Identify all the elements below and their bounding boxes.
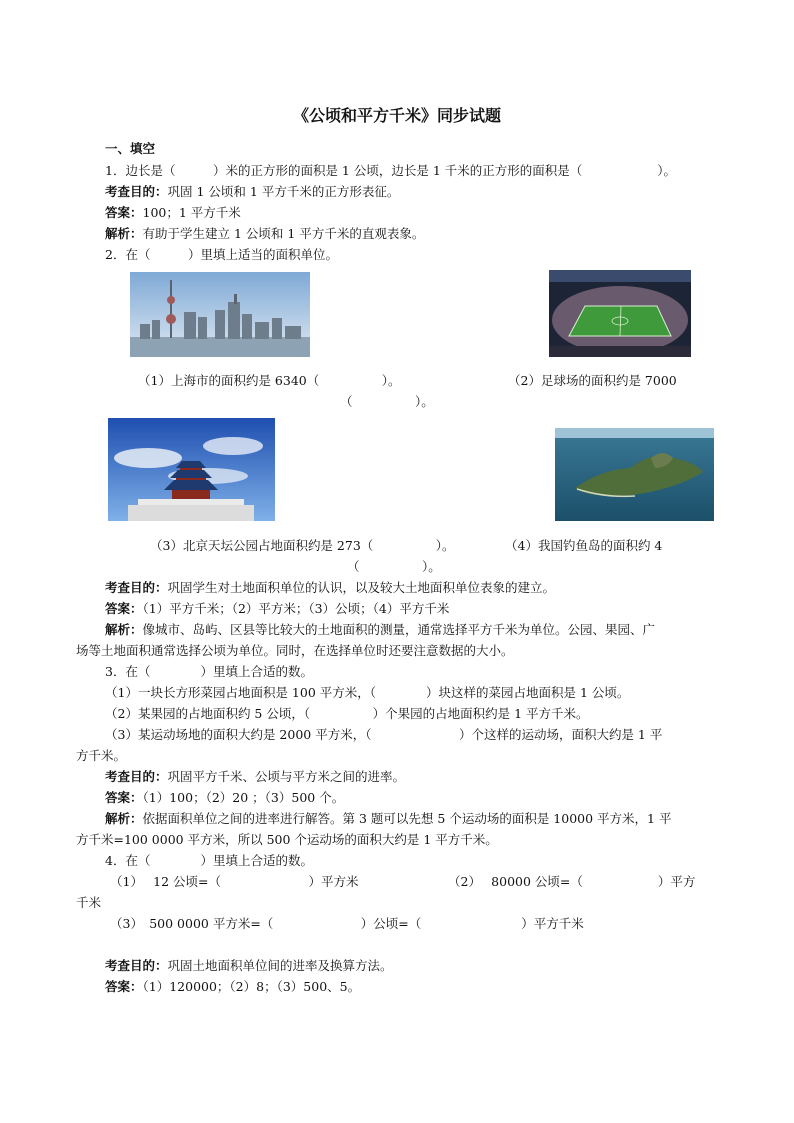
- q2-analysis: [105, 622, 655, 638]
- q1-answer: [105, 205, 241, 221]
- page-title: 《公顷和平方千米》同步试题: [292, 106, 501, 125]
- q4-aim: [105, 958, 393, 974]
- q3-aim: [105, 769, 405, 785]
- aim-text: 巩固平方千米、公顷与平方米之间的进率。: [167, 769, 406, 784]
- q4-item-2-cont: 千米: [76, 895, 102, 910]
- q1-analysis: [105, 226, 424, 242]
- answer-label: 答案：: [105, 601, 143, 616]
- diaoyu-island-photo: [555, 428, 714, 521]
- answer-text: （1）平方千米；（2）平方米；（3）公顷；（4）平方千米: [142, 601, 450, 616]
- analysis-label: 解析：: [105, 811, 143, 826]
- q2-analysis-cont: 场等土地面积通常选择公顷为单位。同时，在选择单位时还要注意数据的大小。: [76, 643, 514, 658]
- aim-label: 考查目的：: [105, 958, 168, 973]
- shanghai-skyline-photo: [130, 272, 310, 357]
- q2-item-3: （3）北京天坛公园占地面积约是 273（ ）。: [150, 538, 455, 553]
- q3-item-3: （3）某运动场地的面积大约是 2000 平方米，（ ）个这样的运动场，面积大约是 1 平: [105, 727, 663, 742]
- q1-aim: [105, 184, 399, 200]
- answer-text: （1）100；（2）20 ；（3）500 个。: [142, 790, 345, 805]
- q3-answer: [105, 790, 344, 806]
- q2-item-1: （1）上海市的面积约是 6340（ ）。: [138, 373, 401, 388]
- question-1: 1．边长是（ ）米的正方形的面积是 1 公顷，边长是 1 千米的正方形的面积是（ ）。: [105, 163, 677, 178]
- aim-label: 考查目的：: [105, 184, 168, 199]
- q4-item-2: （2） 80000 公顷=（ ）平方: [448, 874, 696, 889]
- q4-item-3: （3） 500 0000 平方米=（ ）公顷=（ ）平方千米: [110, 916, 584, 931]
- question-3: 3．在（ ）里填上合适的数。: [105, 664, 313, 679]
- temple-of-heaven-photo: [108, 418, 275, 521]
- q2-aim: [105, 580, 555, 596]
- answer-label: 答案：: [105, 790, 143, 805]
- section-heading: 一、填空: [105, 141, 156, 156]
- aim-text: 巩固学生对土地面积单位的认识，以及较大土地面积单位表象的建立。: [167, 580, 556, 595]
- analysis-label: 解析：: [105, 622, 143, 637]
- q4-answer: [105, 979, 360, 995]
- q2-item-4: （4）我国钓鱼岛的面积约 4: [505, 538, 663, 553]
- football-stadium-photo: [549, 270, 691, 357]
- analysis-text: 依据面积单位之间的进率进行解答。第 3 题可以先想 5 个运动场的面积是 10000 平方米，1 平: [142, 811, 672, 826]
- analysis-label: 解析：: [105, 226, 143, 241]
- analysis-text: 有助于学生建立 1 公顷和 1 平方千米的直观表象。: [142, 226, 425, 241]
- aim-text: 巩固土地面积单位间的进率及换算方法。: [167, 958, 393, 973]
- q3-item-2: （2）某果园的占地面积约 5 公顷，（ ）个果园的占地面积约是 1 平方千米。: [105, 706, 589, 721]
- question-4: 4．在（ ）里填上合适的数。: [105, 853, 313, 868]
- aim-label: 考查目的：: [105, 580, 168, 595]
- q2-item-4-blank: （ ）。: [347, 559, 441, 574]
- aim-text: 巩固 1 公顷和 1 平方千米的正方形表征。: [167, 184, 400, 199]
- analysis-text: 像城市、岛屿、区县等比较大的土地面积的测量，通常选择平方千米为单位。公园、果园、广: [142, 622, 656, 637]
- q2-item-2: （2）足球场的面积约是 7000: [508, 373, 677, 388]
- answer-label: 答案：: [105, 979, 143, 994]
- question-2: 2．在（ ）里填上适当的面积单位。: [105, 247, 338, 262]
- q3-item-1: （1）一块长方形菜园占地面积是 100 平方米，（ ）块这样的菜园占地面积是 1 公顷。: [105, 685, 630, 700]
- answer-text: （1）120000；（2）8；（3）500、5。: [142, 979, 361, 994]
- q3-analysis: [105, 811, 671, 827]
- q2-answer: [105, 601, 449, 617]
- q3-analysis-cont: 方千米=100 0000 平方米，所以 500 个运动场的面积大约是 1 平方千米。: [76, 832, 498, 847]
- answer-text: 100；1 平方千米: [142, 205, 241, 220]
- answer-label: 答案：: [105, 205, 143, 220]
- q2-item-2-blank: （ ）。: [340, 394, 434, 409]
- q3-item-3-cont: 方千米。: [76, 748, 127, 763]
- q4-item-1: （1） 12 公顷=（ ）平方米: [110, 874, 359, 889]
- aim-label: 考查目的：: [105, 769, 168, 784]
